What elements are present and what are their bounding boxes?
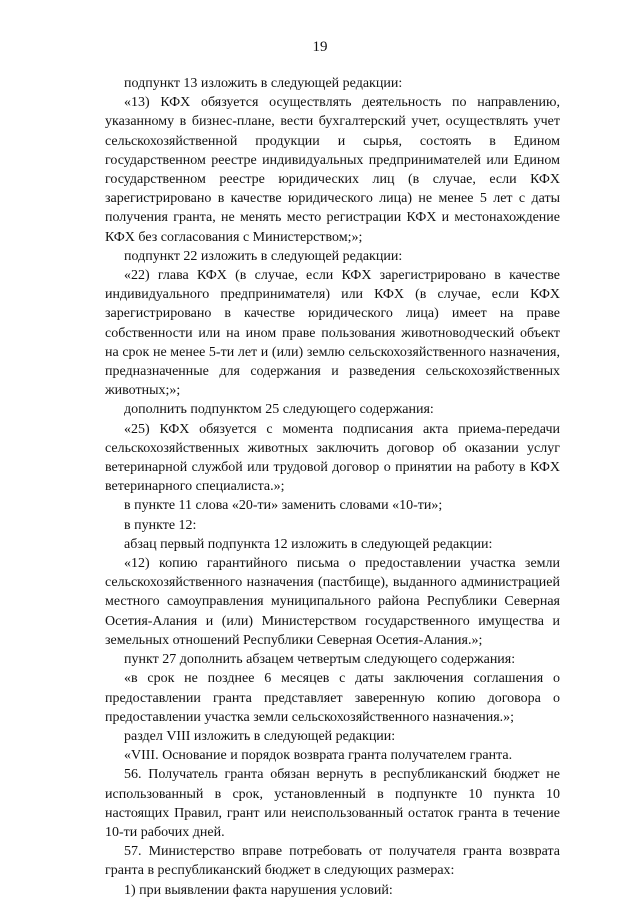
paragraph: «25) КФХ обязуется с момента подписания акта приема-передачи сельскохозяйственных животных заключить договор об оказании услуг ветеринарной службой или трудовой договор о принятии на работу в КФХ ветеринарного специалиста.»;: [105, 421, 560, 495]
paragraph: «в срок не позднее 6 месяцев с даты заключения соглашения о предоставлении гранта представляет заверенную копию договора о предоставлении участка земли сельскохозяйственного назначения.»;: [105, 671, 560, 725]
paragraph: дополнить подпунктом 25 следующего содержания:: [124, 402, 434, 418]
paragraph: «12) копию гарантийного письма о предоставлении участка земли сельскохозяйственного назначения (пастбище), выданного администрацией местного самоуправления муниципального района Республики Северная Осетия-Алания и (или) Министерством государственного имущества и земельных отношений Республики Северная Осетия-Алания.»;: [105, 556, 560, 648]
page-number: 19: [312, 39, 328, 55]
paragraph: 57. Министерство вправе потребовать от получателя гранта возврата гранта в республиканский бюджет в следующих размерах:: [105, 844, 560, 879]
paragraph: 56. Получатель гранта обязан вернуть в республиканский бюджет не использованный в срок, установленный в подпункте 10 пункта 10 настоящих Правил, грант или неиспользованный остаток гранта в течение 10-ти рабочих дней.: [105, 767, 560, 840]
paragraph: подпункт 13 изложить в следующей редакции:: [124, 76, 403, 91]
paragraph: «22) глава КФХ (в случае, если КФХ зарегистрировано в качестве индивидуального предпринимателя) или КФХ (в случае, если КФХ зарегистрировано в качестве юридического лица) имеет на праве собственности или на ином праве пользования животноводческий объект на срок не менее 5-ти лет и (или) землю сельскохозяйственного назначения, предназначенные для содержания и разведения сельскохозяйственных животных;»;: [105, 268, 560, 399]
paragraph: пункт 27 дополнить абзацем четвертым следующего содержания:: [124, 652, 516, 668]
paragraph: «13) КФХ обязуется осуществлять деятельность по направлению, указанному в бизнес-плане, вести бухгалтерский учет, осуществлять учет сельскохозяйственной продукции и сырья, состоять в Едином государственном реестре индивидуальных предпринимателей или Едином государственном реестре юридических лиц (в случае, если КФХ зарегистрировано в качестве юридического лица) не менее 5 лет с даты получения гранта, не менять место регистрации КФХ и местонахождение КФХ без согласования с Министерством;»;: [105, 95, 560, 245]
paragraph: подпункт 22 изложить в следующей редакции:: [124, 248, 403, 264]
document-body: [105, 74, 560, 900]
paragraph: «VIII. Основание и порядок возврата гранта получателем гранта.: [124, 748, 513, 764]
paragraph: в пункте 11 слова «20-ти» заменить словами «10-ти»;: [124, 498, 443, 514]
paragraph: раздел VIII изложить в следующей редакции:: [124, 728, 396, 744]
paragraph: абзац первый подпункта 12 изложить в следующей редакции:: [124, 536, 493, 552]
paragraph: в пункте 12:: [124, 517, 197, 533]
paragraph: 1) при выявлении факта нарушения условий:: [124, 882, 393, 898]
